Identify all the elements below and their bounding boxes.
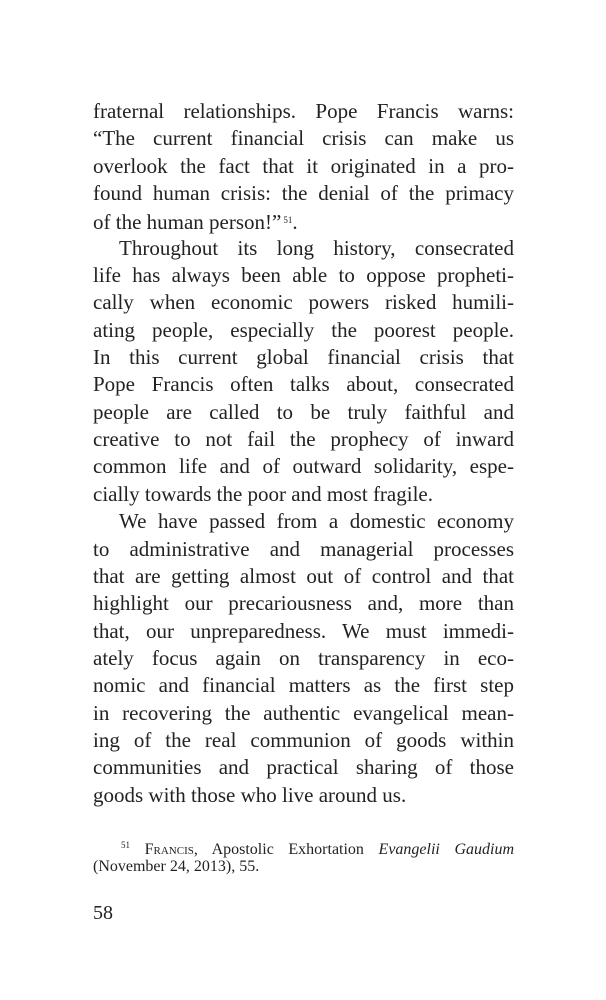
- text-line: in recovering the authentic evangelical mean-: [93, 700, 514, 725]
- footnote-line-2: (November 24, 2013), 55.: [93, 858, 260, 875]
- text-line: highlight our precariousness and, more than: [93, 591, 514, 616]
- text-line: communities and practical sharing of those: [93, 755, 514, 780]
- footnote-number: 51: [121, 840, 130, 850]
- text-line: overlook the fact that it originated in a pro-: [93, 153, 514, 178]
- page-number: 58: [93, 902, 113, 924]
- text-line: Pope Francis often talks about, consecrated: [93, 372, 514, 397]
- text-line: ating people, especially the poorest people.: [93, 317, 514, 342]
- text-line: fraternal relationships. Pope Francis warns:: [93, 99, 514, 123]
- footnote-author: Francis: [144, 841, 194, 858]
- footnote-text: , Apostolic Exhortation: [193, 841, 379, 858]
- text-line: ately focus again on transparency in eco-: [93, 645, 514, 670]
- text-line: of the human person!” $^{51}$.: [93, 210, 298, 235]
- text-line: nomic and financial matters as the first step: [93, 673, 514, 698]
- text-line: that, our unpreparedness. We must immedi-: [93, 618, 514, 643]
- footnote-title: Evangelii Gaudium: [378, 841, 515, 858]
- text-line: Throughout its long history, consecrated: [119, 235, 514, 260]
- text-line: In this current global financial crisis that: [93, 345, 514, 370]
- text-line: found human crisis: the denial of the primacy: [93, 181, 514, 206]
- text-line: cally when economic powers risked humili-: [93, 290, 514, 315]
- text-line: life has always been able to oppose propheti-: [93, 263, 514, 288]
- footnote-reference[interactable]: 51: [283, 215, 293, 226]
- body-text: [93, 98, 514, 809]
- footnote-reference-period: .: [292, 210, 298, 235]
- text-line: cially towards the poor and most fragile.: [93, 481, 433, 506]
- text-line: ing of the real communion of goods within: [93, 727, 514, 752]
- text-line: common life and of outward solidarity, espe-: [93, 454, 514, 479]
- text-line: people are called to be truly faithful and: [93, 399, 514, 424]
- text-line: that are getting almost out of control and that: [93, 563, 514, 588]
- footnote-line-1: [93, 834, 514, 856]
- footnote: [93, 834, 514, 878]
- text-line: creative to not fail the prophecy of inward: [93, 427, 514, 452]
- text-line: “The current financial crisis can make us: [93, 126, 514, 151]
- text-line: to administrative and managerial processes: [93, 536, 514, 561]
- text-line: goods with those who live around us.: [93, 782, 407, 807]
- text-line: We have passed from a domestic economy: [119, 509, 514, 534]
